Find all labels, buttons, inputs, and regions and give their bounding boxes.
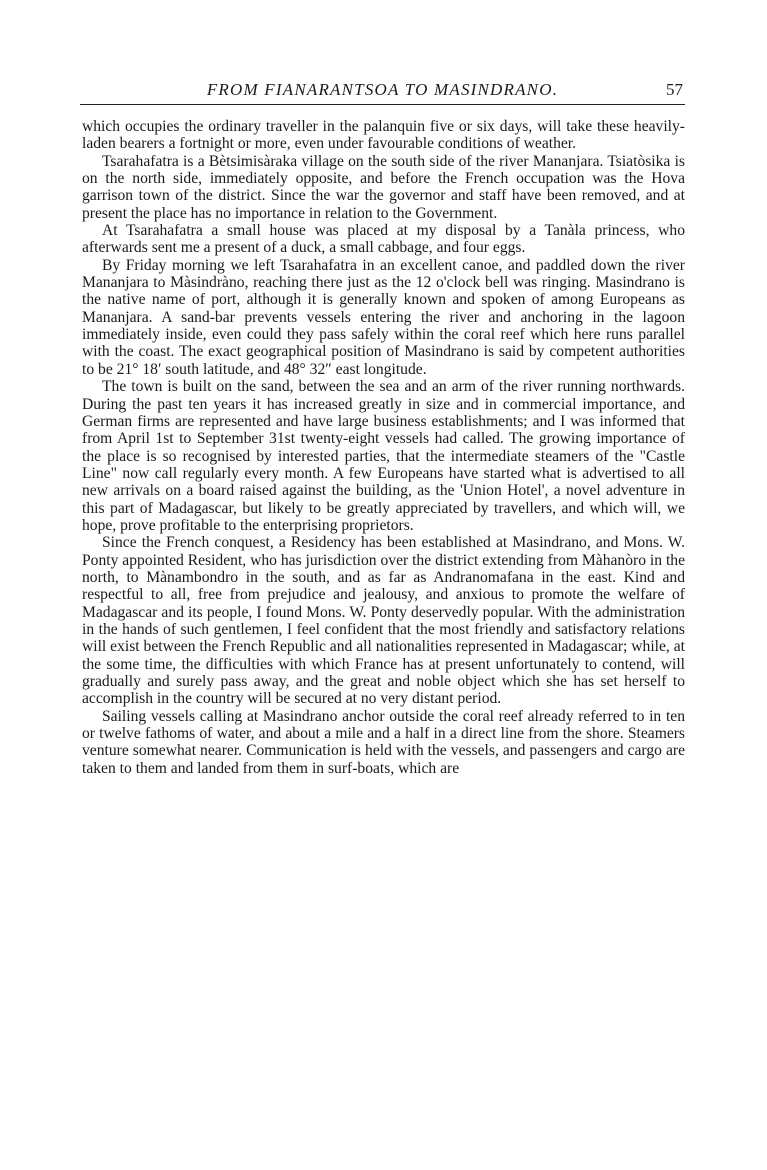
page-header [80,76,685,104]
body-text [82,118,685,777]
running-title: FROM FIANARANTSOA TO MASINDRANO. [206,80,559,99]
paragraph: Since the French conquest, a Residency has been established at Masindrano, and Mons. W. Ponty appointed Resident, who has jurisdiction over the district extending from Màhanòro in the north, to Mànambondro in the south, and as far as Andranomafana in the east. Kind and respectful to all, free from prejudice and jealousy, and anxious to promote the welfare of Madagascar and its people, I found Mons. W. Ponty deservedly popular. With the administration in the hands of such gentlemen, I feel confident that the most friendly and satisfactory relations will exist between the French Republic and all nationalities represented in Madagascar; while, at the some time, the difficulties with which France has at present unfortunately to contend, will gradually and surely pass away, and the great and noble object which she has set herself to accomplish in the country will be secured at no very distant period. [82,534,685,708]
page-number: 57 [666,80,683,99]
paragraph: The town is built on the sand, between the sea and an arm of the river running northwards. During the past ten years it has increased greatly in size and in commercial importance, and German firms are represented and have large business establishments; and I was informed that from April 1st to September 31st twenty-eight vessels had called. The growing importance of the place is so recognised by interested parties, that the intermediate steamers of the "Castle Line" now call regularly every month. A few Europeans have started what is advertised to all new arrivals on a board raised against the building, as the 'Union Hotel', a novel adventure in this part of Madagascar, but likely to be greatly appreciated by travellers, and which will, we hope, prove profitable to the enterprising proprietors. [82,378,685,534]
paragraph: Sailing vessels calling at Masindrano anchor outside the coral reef already referred to in ten or twelve fathoms of water, and about a mile and a half in a direct line from the shore. Steamers venture somewhat nearer. Communication is held with the vessels, and passengers and cargo are taken to them and landed from them in surf-boats, which are [82,707,685,777]
paragraph: At Tsarahafatra a small house was placed at my disposal by a Tanàla princess, who afterwards sent me a present of a duck, a small cabbage, and four eggs. [82,222,685,257]
paragraph: Tsarahafatra is a Bètsimisàraka village on the south side of the river Mananjara. Tsiatòsika is on the north side, immediately opposite, and before the French occupation was the Hova garrison town of the district. Since the war the governor and staff have been removed, and at present the place has no importance in relation to the Government. [82,152,685,222]
paragraph: By Friday morning we left Tsarahafatra in an excellent canoe, and paddled down the river Mananjara to Màsindràno, reaching there just as the 12 o'clock bell was ringing. Masindrano is the native name of port, although it is generally known and spoken of among Europeans as Mananjara. A sand-bar prevents vessels entering the river and anchoring in the lagoon immediately inside, even could they pass safely within the coral reef which here runs parallel with the coast. The exact geographical position of Masindrano is said by competent authorities to be 21° 18′ south latitude, and 48° 32″ east longitude. [82,256,685,378]
paragraph: which occupies the ordinary traveller in the palanquin five or six days, will take these heavily-laden bearers a fortnight or more, even under favourable conditions of weather. [82,118,685,153]
header-rule [80,104,685,105]
